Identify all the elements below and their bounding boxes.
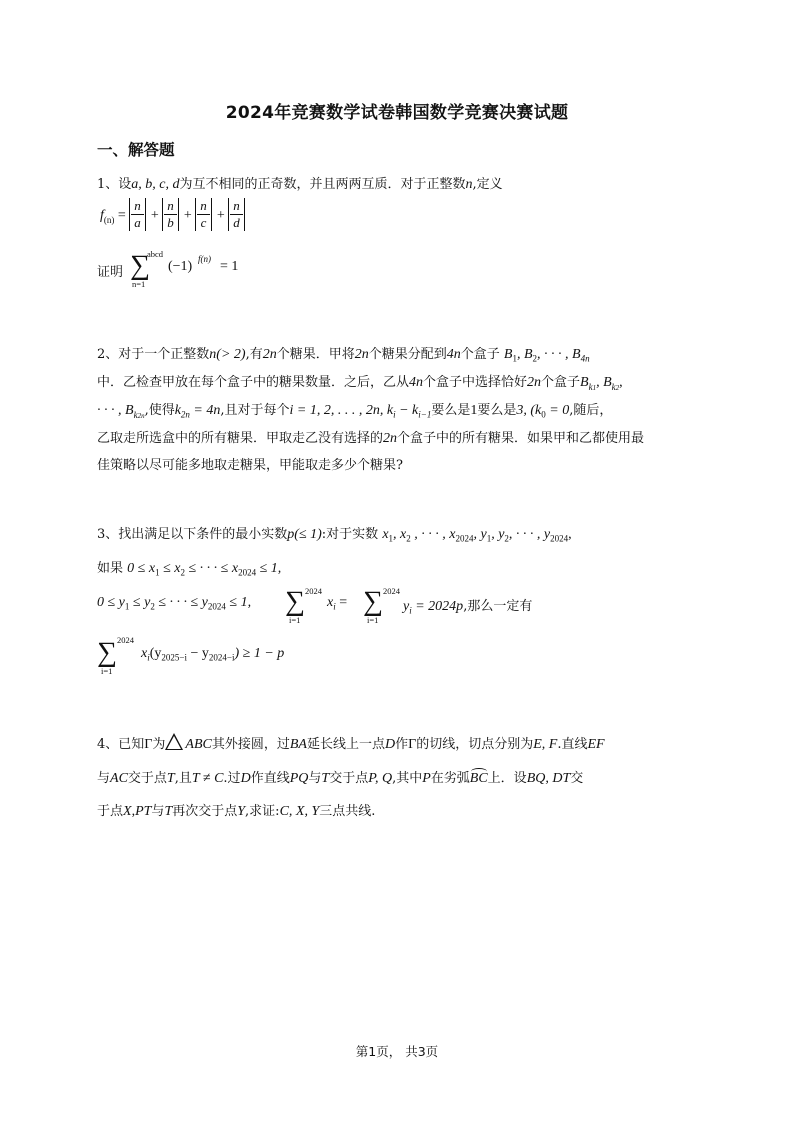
text: 为 <box>152 737 166 752</box>
arc-bc: BC <box>469 771 488 786</box>
text: 与 <box>308 771 322 786</box>
math: 3, (k <box>516 403 542 418</box>
math: x <box>141 646 148 661</box>
problem-4-line-3 <box>97 800 375 820</box>
math: T <box>166 771 175 786</box>
sum-upper-limit: abcd <box>147 249 164 259</box>
sum-sign: ∑ <box>97 637 117 668</box>
text: :对于实数 <box>321 527 379 542</box>
page-footer: 第1页， 共3页 <box>355 1044 439 1059</box>
math: x <box>327 595 334 610</box>
text: ,有 <box>245 347 263 362</box>
floor-n-a <box>129 198 146 231</box>
sub-k: k <box>588 381 593 392</box>
math-f-sub: (n) <box>103 215 115 226</box>
sum-sign: ∑ <box>285 586 305 617</box>
text: 交 <box>570 771 584 786</box>
frac-den-a: a <box>134 215 141 230</box>
text: ,使得 <box>144 403 175 418</box>
math: p(≤ 1) <box>287 527 322 542</box>
math-plus: + <box>183 208 196 223</box>
text: 个盒子 <box>460 347 500 362</box>
math: , · · · , B <box>537 347 581 362</box>
math: C, X, Y <box>279 804 320 819</box>
math: , B <box>516 347 533 362</box>
problem-3-line-3 <box>97 588 577 624</box>
sub: i <box>333 601 336 612</box>
prove-label: 证明 <box>97 265 124 280</box>
text: ,且对于每个 <box>220 403 290 418</box>
math: , · · · , x <box>410 527 456 542</box>
sub: 2 <box>406 533 411 544</box>
text: 与 <box>151 804 165 819</box>
sum-y-body <box>403 595 532 616</box>
math: X <box>123 804 132 819</box>
text: 于点 <box>97 804 124 819</box>
sum-lower-limit: i=1 <box>101 666 113 676</box>
text: 交于点 <box>329 771 369 786</box>
text: ,求证: <box>245 804 280 819</box>
problem-2-label: 2、对于一个正整数 <box>97 347 210 362</box>
math: 1 <box>470 403 478 418</box>
text: 上．设 <box>487 771 527 786</box>
math: PQ <box>289 771 309 786</box>
text: 的切线，切点分别为 <box>416 737 534 752</box>
math: T ≠ C <box>191 771 224 786</box>
sub: 2 <box>532 353 538 364</box>
math: P <box>422 771 431 786</box>
math: , x <box>393 527 407 542</box>
problem-2-line-3 <box>97 399 612 420</box>
text: 中．乙检查甲放在每个盒子中的糖果数量．之后，乙从 <box>97 375 410 390</box>
problem-1-text: 为互不相同的正奇数，并且两两互质．对于正整数 <box>179 177 466 192</box>
math: EF <box>587 737 605 752</box>
sum-lower-limit: i=1 <box>289 615 301 625</box>
math: − y <box>186 646 209 661</box>
problem-4-label: 4、已知 <box>97 737 145 752</box>
problem-4-line-2 <box>97 767 583 787</box>
math: = 4n <box>189 403 221 418</box>
text: 在劣弧 <box>430 771 470 786</box>
text: 延长线上一点 <box>306 737 385 752</box>
math: T <box>321 771 330 786</box>
sum-x-body <box>327 595 347 612</box>
frac-den-d: d <box>233 215 240 230</box>
math: ≤ x <box>159 561 181 576</box>
math: = <box>335 595 348 610</box>
math: 2n <box>354 347 369 362</box>
math-plus: + <box>150 208 163 223</box>
math: , <box>568 527 572 542</box>
sub: 2n <box>180 409 190 420</box>
text: 作 <box>395 737 409 752</box>
sub: 2 <box>150 601 155 612</box>
frac-num: n <box>197 198 210 215</box>
text: .直线 <box>557 737 588 752</box>
math-vars: a, b, c, d <box>131 177 180 192</box>
problem-1-line-1 <box>97 173 503 193</box>
math: E, F <box>533 737 558 752</box>
math: y <box>403 599 410 614</box>
sub: i−1 <box>418 409 432 420</box>
floor-n-c <box>195 198 212 231</box>
math: BQ, DT <box>526 771 571 786</box>
math: PT <box>135 804 152 819</box>
math: 4n <box>446 347 461 362</box>
sum-rhs: = 1 <box>220 259 239 274</box>
ineq-y <box>97 595 251 612</box>
math: Γ <box>144 737 153 752</box>
math: B <box>503 347 513 362</box>
sub <box>589 382 597 392</box>
text: 要么是 <box>431 403 471 418</box>
math: D <box>384 737 396 752</box>
sub-index: 1 <box>592 383 597 392</box>
text: .过 <box>223 771 241 786</box>
frac-den-c: c <box>200 215 207 230</box>
math: i = 1, 2, . . . , 2n, k <box>289 403 394 418</box>
math: 0 ≤ x <box>127 561 156 576</box>
sub <box>134 410 145 420</box>
sub: 2025−i <box>161 652 187 663</box>
sub: 4n <box>580 353 590 364</box>
sub: 2024 <box>550 533 569 544</box>
math: ≤ · · · ≤ y <box>154 595 208 610</box>
math: = 2024p <box>411 599 464 614</box>
sum-body: (−1) <box>168 259 193 274</box>
math: − k <box>395 403 419 418</box>
problem-2-line-1 <box>97 343 590 364</box>
math: x <box>382 527 389 542</box>
text: 个糖果．甲将 <box>276 347 355 362</box>
math: 4n <box>409 375 424 390</box>
math: T <box>164 804 173 819</box>
problem-1-label: 1、设 <box>97 177 132 192</box>
sub: 2 <box>504 533 509 544</box>
problem-2-line-4 <box>97 427 644 447</box>
sub: 2024 <box>207 601 226 612</box>
text: 个盒子 <box>541 375 581 390</box>
math: BA <box>289 737 307 752</box>
math: , <box>131 804 136 819</box>
math: ≤ · · · ≤ x <box>184 561 239 576</box>
text: 要么是 <box>477 403 517 418</box>
text: 如果 <box>97 561 124 576</box>
text: 个盒子中的所有糖果．如果甲和乙都使用最 <box>397 431 645 446</box>
text: 三点共线. <box>319 804 376 819</box>
math: ABC <box>185 737 212 752</box>
math: ≤ y <box>129 595 151 610</box>
text: 作直线 <box>250 771 290 786</box>
sum-upper-limit: 2024 <box>305 586 322 596</box>
sub: 1 <box>388 533 394 544</box>
problem-3-line-4 <box>97 636 397 676</box>
frac-num: n <box>230 198 243 215</box>
math: · · · , B <box>97 403 134 418</box>
problem-1-definition <box>100 198 245 231</box>
sum-exponent: f(n) <box>198 254 211 264</box>
text: 乙取走所选盒中的所有糖果．甲取走乙没有选择的 <box>97 431 384 446</box>
final-inequality <box>141 646 284 663</box>
math: n(> 2) <box>209 347 246 362</box>
math: D <box>240 771 251 786</box>
sub: 1 <box>486 533 492 544</box>
sum-upper-limit: 2024 <box>383 586 400 596</box>
sub: 1 <box>124 601 130 612</box>
floor-n-d <box>228 198 245 231</box>
text: 个盒子中选择恰好 <box>423 375 528 390</box>
math: ) ≥ 1 − p <box>234 646 285 661</box>
floor-n-b <box>162 198 179 231</box>
text: ,那么一定有 <box>463 599 533 614</box>
sub: 1 <box>155 567 160 578</box>
text: 佳策略以尽可能多地取走糖果，甲能取走多少个糖果? <box>97 458 403 473</box>
problem-3-line-1 <box>97 523 572 544</box>
section-heading: 一、解答题 <box>97 141 175 159</box>
math: , B <box>596 375 612 390</box>
math: ≤ 1, <box>256 561 282 576</box>
sub-k: k <box>611 381 616 392</box>
sum-lower-limit: i=1 <box>367 615 379 625</box>
problem-1-text-end: ,定义 <box>472 177 503 192</box>
sum-sign: ∑ <box>130 250 150 281</box>
math: = 0 <box>545 403 570 418</box>
math-plus: + <box>216 208 229 223</box>
text: 个糖果分配到 <box>368 347 447 362</box>
frac-den-b: b <box>167 215 174 230</box>
math: ≤ 1, <box>225 595 252 610</box>
math: 2n <box>262 347 277 362</box>
math: Y <box>237 804 246 819</box>
sub: 2 <box>180 567 185 578</box>
math: P, Q <box>368 771 393 786</box>
math: , y <box>491 527 505 542</box>
text: 其外接圆，过 <box>211 737 290 752</box>
math-eq: = <box>114 208 130 223</box>
sub-index: 2 <box>615 383 620 392</box>
math: AC <box>110 771 128 786</box>
text: 交于点 <box>127 771 167 786</box>
math: k <box>174 403 181 418</box>
math: , y <box>473 527 487 542</box>
problem-3-line-2 <box>97 557 281 578</box>
sub: 1 <box>512 353 517 364</box>
math: 0 ≤ y <box>97 595 125 610</box>
text: ,且 <box>174 771 192 786</box>
sum-lower-limit: n=1 <box>132 279 146 289</box>
sum-sign: ∑ <box>363 586 383 617</box>
frac-num: n <box>131 198 144 215</box>
math-n: n <box>465 177 473 192</box>
sub-k: k <box>133 409 138 420</box>
problem-3-label: 3、找出满足以下条件的最小实数 <box>97 527 288 542</box>
sub: i <box>393 409 396 420</box>
math: , <box>619 375 623 390</box>
text: 与 <box>97 771 111 786</box>
math: , · · · , y <box>508 527 551 542</box>
problem-2-line-2 <box>97 371 623 392</box>
sub: i <box>409 605 412 616</box>
sub: i <box>147 652 150 663</box>
math: 2n <box>383 431 398 446</box>
math: B <box>580 375 589 390</box>
triangle-icon <box>165 733 183 750</box>
sum-upper-limit: 2024 <box>117 635 134 645</box>
math: Γ <box>408 737 417 752</box>
page-title: 2024年竞赛数学试卷韩国数学竞赛决赛试题 <box>225 103 569 123</box>
problem-2-line-5 <box>97 454 403 473</box>
text: ,随后， <box>569 403 613 418</box>
sub-index: 2n <box>137 411 145 420</box>
frac-num: n <box>164 198 177 215</box>
text: ,其中 <box>392 771 423 786</box>
math: 2n <box>527 375 542 390</box>
sub: 2024 <box>455 533 474 544</box>
sub: 0 <box>541 409 546 420</box>
sub: 2024−i <box>208 652 235 663</box>
problem-4-line-1 <box>97 733 605 753</box>
math: (y <box>149 646 162 661</box>
math-f: f <box>100 208 104 223</box>
text: 再次交于点 <box>172 804 238 819</box>
sub: 2024 <box>238 567 257 578</box>
